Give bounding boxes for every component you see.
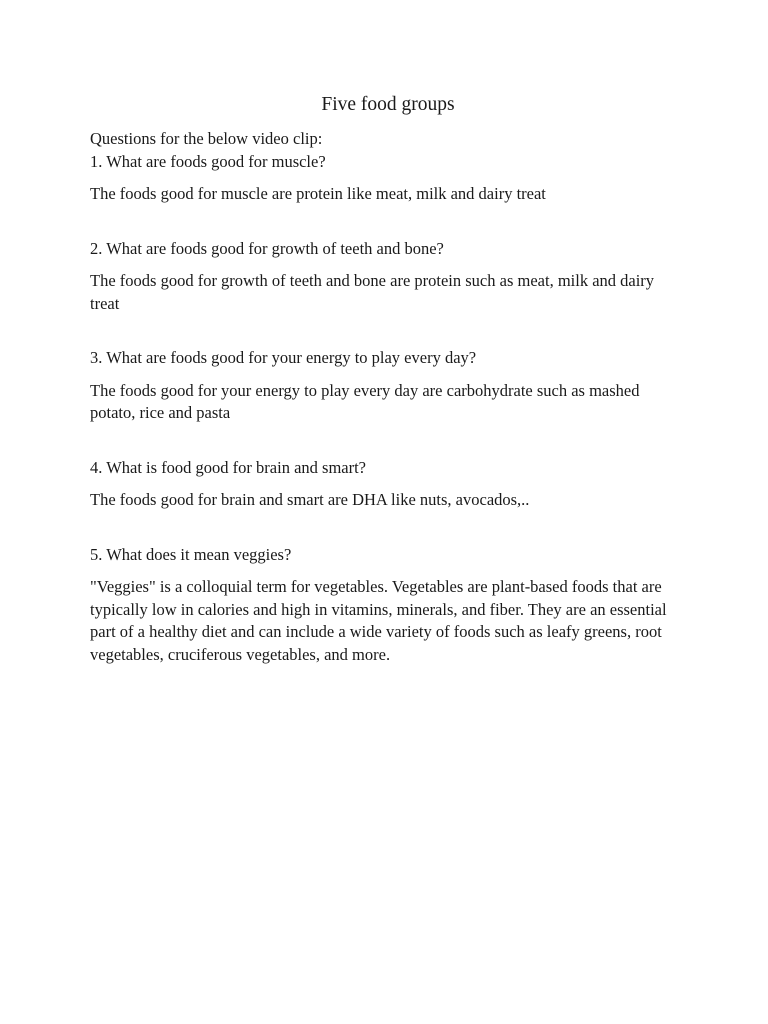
document-title: Five food groups — [321, 94, 455, 115]
answer-1: The foods good for muscle are protein like meat, milk and dairy treat — [90, 184, 546, 203]
question-3: 3. What are foods good for your energy to play every day? — [90, 348, 477, 367]
answer-5: "Veggies" is a colloquial term for vegetables. Vegetables are plant-based foods that are typically low in calories and high in vitamins, minerals, and fiber. They are an essential part of a healthy diet and can include a wide variety of foods such as leafy greens, root vegetables, cruciferous vegetables, and more. — [90, 577, 667, 664]
question-2: 2. What are foods good for growth of teeth and bone? — [90, 238, 444, 258]
qa-block-5 — [90, 544, 686, 667]
qa-block-4 — [90, 457, 686, 512]
qa-block-3 — [90, 347, 686, 425]
answer-4: The foods good for brain and smart are DHA like nuts, avocados,.. — [90, 490, 530, 509]
document-content — [90, 92, 686, 666]
intro-text: Questions for the below video clip: — [90, 129, 323, 148]
qa-block-2 — [90, 238, 686, 316]
qa-block-1 — [90, 128, 686, 206]
question-4: 4. What is food good for brain and smart? — [90, 457, 367, 477]
answer-3: The foods good for your energy to play every day are carbohydrate such as mashed potato, rice and pasta — [90, 380, 640, 422]
question-5: 5. What does it mean veggies? — [90, 544, 292, 564]
answer-2: The foods good for growth of teeth and bone are protein such as meat, milk and dairy treat — [90, 271, 655, 313]
question-1: 1. What are foods good for muscle? — [90, 151, 326, 171]
